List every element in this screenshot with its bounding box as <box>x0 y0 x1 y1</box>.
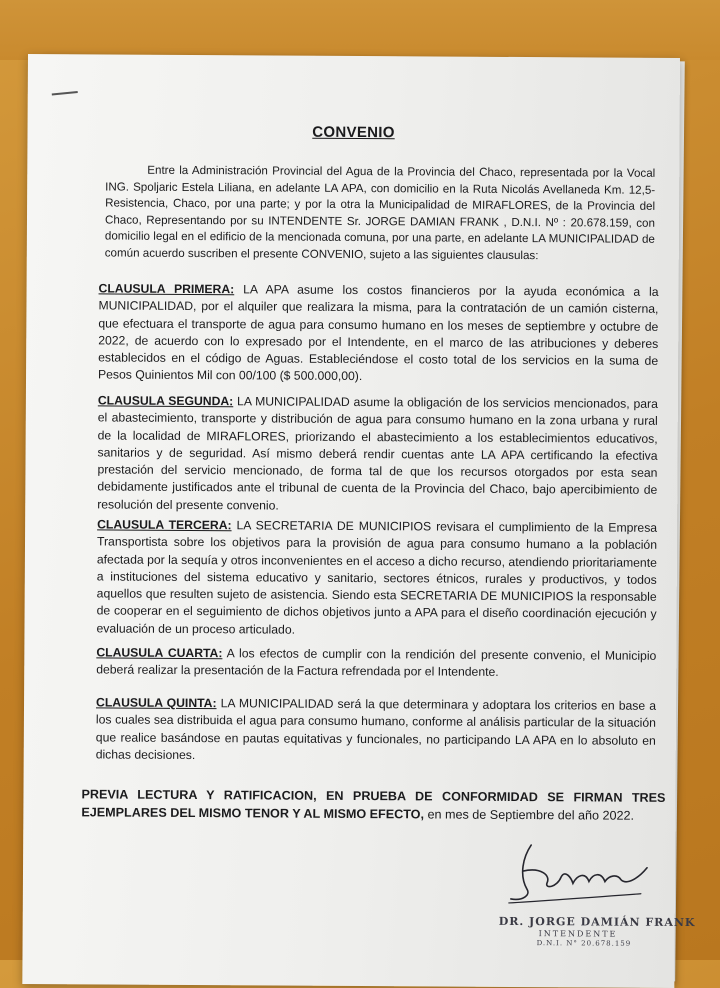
official-stamp <box>499 915 699 948</box>
document-page <box>22 54 696 988</box>
stamp-dni: D.N.I. N° 20.678.159 <box>536 939 632 948</box>
desk-background <box>0 0 720 60</box>
stamp-name: DR. JORGE DAMIÁN FRANK <box>498 914 696 930</box>
pen-mark <box>52 91 78 96</box>
closing-statement <box>81 785 665 825</box>
closing-date-text: en mes de Septiembre del año 2022. <box>423 807 635 823</box>
clause-heading: CLAUSULA SEGUNDA: <box>97 393 234 409</box>
clause-cuarta <box>96 644 656 682</box>
clause-heading: CLAUSULA QUINTA: <box>95 695 217 711</box>
document-title: CONVENIO <box>312 123 395 142</box>
clause-text: LA SECRETARIA DE MUNICIPIOS revisara el cumplimiento de la Empresa Transportista sobre los objetivos para la provisión de agua para consumo humano a la población afectada por la sequía y otros inconvenientes en el acceso a dicho recurso, atendiendo prioritariamente a instituciones del sistema educativo y sanitario, sectores étnicos, rurales y productivos, y todos aquellos que resulten sujeto de asistencia. Siendo esta SECRETARIA DE MUNICIPIOS la responsable de cooperar en el seguimiento de dichos objetivos junto a APA para el diseño coordinación ejecución y evaluación de un proceso articulado. <box>96 518 658 637</box>
clause-segunda <box>97 392 658 516</box>
clause-heading: CLAUSULA TERCERA: <box>97 517 232 533</box>
handwritten-signature <box>501 837 651 908</box>
stamp-role: INTENDENTE <box>538 929 618 939</box>
clause-text: LA MUNICIPALIDAD asume la obligación de los servicios mencionados, para el abastecimiento, transporte y distribución de agua para consumo humano en la zona urbana y rural de la localidad de MIRAFLORES, priorizando el abastecimiento a los establecimientos educativos, sanitarios y de seguridad. Así mismo deberá rendir cuentas ante LA APA certificando la efectiva prestación del servicio mencionado, de forma tal de que los recursos otorgados por esta sean debidamente justificados ante el tribunal de cuenta de la Provincia del Chaco, bajo apercibimiento de resolución del presente convenio. <box>97 394 658 513</box>
clause-primera <box>98 280 659 387</box>
clause-text: A los efectos de cumplir con la rendición del presente convenio, el Municipio deberá realizar la presentación de la Factura refrendada por el Intendente. <box>96 646 657 680</box>
intro-paragraph: Entre la Administración Provincial del Agua de la Provincia del Chaco, representada por la Vocal ING. Spoljaric Estela Liliana, en adelante LA APA, con domicilio en la Ruta Nicolás Avellaneda Km. 12,5- Resistencia, Chaco, por una parte; y por la otra la Municipalidad de MIRAFLORES, de la Provincia del Chaco, Representando por su INTENDENTE Sr. JORGE DAMIAN FRANK , D.N.I. Nº : 20.678.159, con domicilio legal en el edificio de la mencionada comuna, por una parte, en adelante LA MUNICIPALIDAD de común acuerdo suscriben el presente CONVENIO, sujeto a las siguientes clausulas: <box>104 163 656 262</box>
closing-bold-text: PREVIA LECTURA Y RATIFICACION, EN PRUEBA DE CONFORMIDAD SE FIRMAN TRES EJEMPLARES DEL MISMO TENOR Y AL MISMO EFECTO, <box>81 787 666 822</box>
clause-quinta <box>96 694 656 767</box>
clause-text: LA APA asume los costos financieros por la ayuda económica a la MUNICIPALIDAD, por el alquiler que realizara la misma, para la contratación de un camión cisterna, que efectuara el transporte de agua para consumo humano en los meses de septiembre y octubre de 2022, de acuerdo con lo expresado por el Intendente, en el marco de las atribuciones y deberes establecidos en el código de Aguas. Estableciéndose el costo total de los servicios en la suma de Pesos Quinientos Mil con 00/100 ($ 500.000,00). <box>97 282 659 384</box>
clause-heading: CLAUSULA PRIMERA: <box>98 281 235 297</box>
clause-text: LA MUNICIPALIDAD será la que determinara y adoptara los criterios en base a los cuales sea distribuida el agua para consumo humano, conforme al análisis particular de la situación que realice basándose en pautas equitativas y funcionales, no participando LA APA en lo absoluto en dichas decisiones. <box>95 696 657 762</box>
clause-heading: CLAUSULA CUARTA: <box>96 645 223 661</box>
clause-tercera <box>96 516 657 640</box>
